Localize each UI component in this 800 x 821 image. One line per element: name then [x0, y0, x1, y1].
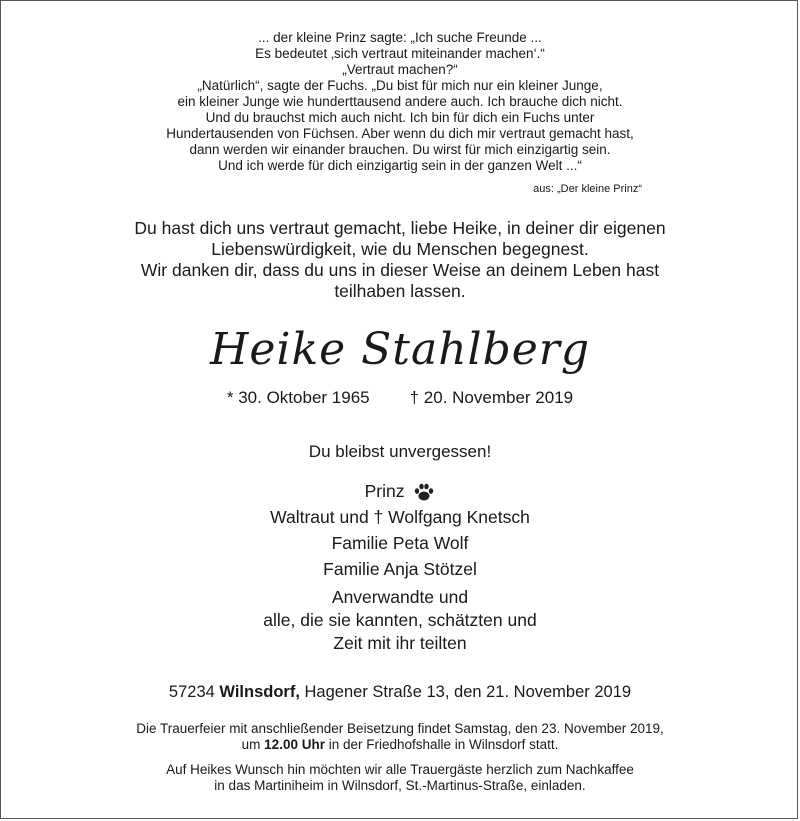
- tribute-line: Wir danken dir, dass du uns in dieser Weise an deinem Leben hast: [140, 260, 660, 280]
- quote-line: Und du brauchst mich auch nicht. Ich bin für dich ein Fuchs unter: [205, 110, 595, 125]
- address-line: [0, 683, 800, 702]
- address-zip: 57234: [168, 683, 215, 701]
- quote-line: ... der kleine Prinz sagte: „Ich suche Freunde ...: [258, 30, 542, 45]
- birth-date: * 30. Oktober 1965: [226, 388, 370, 407]
- mourner-line: Familie Peta Wolf: [331, 533, 469, 553]
- quote-source: aus: „Der kleine Prinz“: [533, 183, 642, 195]
- quote-line: Und ich werde für dich einzigartig sein in der ganzen Welt ...“: [218, 158, 582, 173]
- life-dates: [0, 388, 800, 408]
- paw-icon: [413, 482, 435, 502]
- pet-name: Prinz: [364, 481, 405, 501]
- address-city: Wilnsdorf,: [219, 683, 300, 701]
- closing-line: Zeit mit ihr teilten: [333, 633, 467, 653]
- mourner-line: Waltraut und † Wolfgang Knetsch: [270, 507, 530, 527]
- coffee-invitation: [0, 762, 800, 794]
- address-rest: Hagener Straße 13, den 21. November 2019: [304, 683, 632, 701]
- quote-line: „Natürlich“, sagte der Fuchs. „Du bist für mich nur ein kleiner Junge,: [197, 78, 603, 93]
- quote-line: „Vertraut machen?“: [342, 62, 458, 77]
- tribute-line: Du hast dich uns vertraut gemacht, liebe Heike, in deiner dir eigenen: [134, 218, 666, 238]
- tribute-line: teilhaben lassen.: [334, 281, 466, 301]
- tribute-text: [0, 218, 800, 302]
- funeral-post: in der Friedhofshalle in Wilnsdorf statt.: [328, 737, 559, 752]
- funeral-pre: um: [241, 737, 261, 752]
- coffee-line: in das Martiniheim in Wilnsdorf, St.-Martinus-Straße, einladen.: [214, 778, 586, 793]
- mourner-line: Familie Anja Stötzel: [323, 559, 477, 579]
- quote-line: Es bedeutet ‚sich vertraut miteinander machen‘.“: [255, 46, 545, 61]
- little-prince-quote: [0, 30, 800, 174]
- closing-line: alle, die sie kannten, schätzten und: [263, 610, 537, 630]
- mourners-closing: [0, 586, 800, 655]
- quote-line: dann werden wir einander brauchen. Du wirst für mich einzigartig sein.: [189, 142, 611, 157]
- death-date: † 20. November 2019: [409, 388, 574, 407]
- mourners: [0, 478, 800, 582]
- funeral-time: 12.00 Uhr: [264, 737, 325, 752]
- tribute-line: Liebenswürdigkeit, wie du Menschen begegnest.: [211, 239, 589, 259]
- remember-line: Du bleibst unvergessen!: [308, 442, 492, 461]
- coffee-line: Auf Heikes Wunsch hin möchten wir alle Trauergäste herzlich zum Nachkaffee: [166, 762, 634, 777]
- funeral-line: Die Trauerfeier mit anschließender Beisetzung findet Samstag, den 23. November 2019,: [136, 721, 664, 736]
- quote-line: ein kleiner Junge wie hunderttausend andere auch. Ich brauche dich nicht.: [177, 94, 623, 109]
- funeral-info: [0, 721, 800, 753]
- quote-line: Hundertausenden von Füchsen. Aber wenn du dich mir vertraut gemacht hast,: [166, 126, 634, 141]
- deceased-name: Heike Stahlberg: [209, 324, 591, 375]
- pet-line: [0, 478, 800, 504]
- closing-line: Anverwandte und: [331, 587, 469, 607]
- funeral-time-line: [0, 737, 800, 753]
